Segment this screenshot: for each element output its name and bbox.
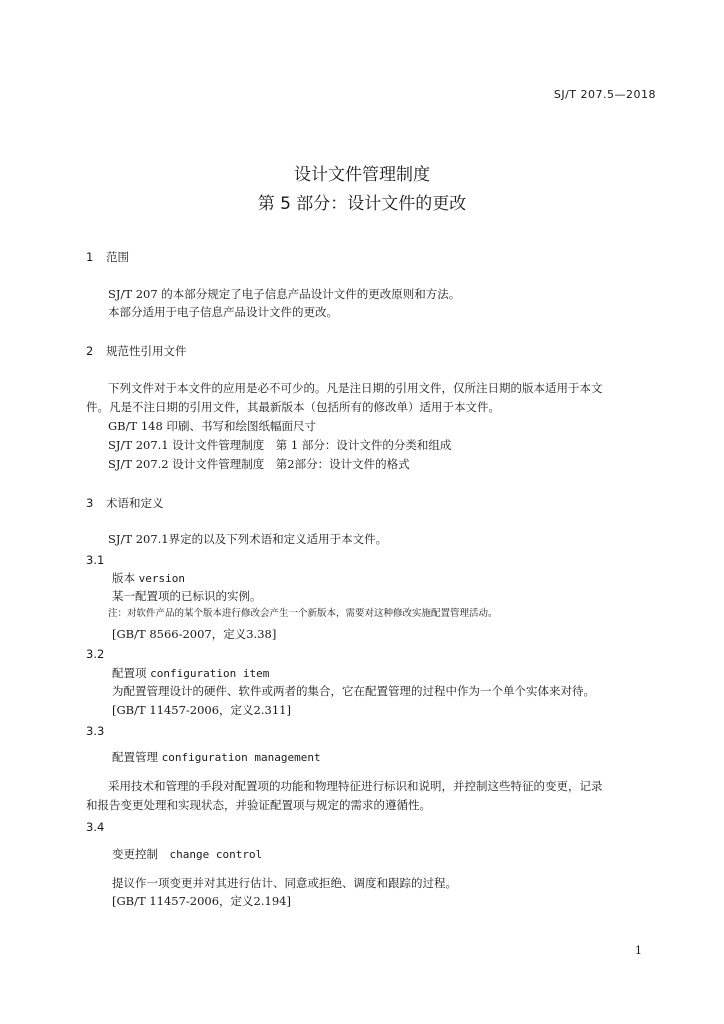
term-english: change control bbox=[169, 848, 263, 861]
paragraph: SJ/T 207.1界定的以及下列术语和定义适用于本文件。 bbox=[108, 532, 388, 546]
term-english: configuration management bbox=[161, 751, 321, 764]
section-title: 规范性引用文件 bbox=[106, 344, 187, 358]
term-source: [GB/T 11457-2006，定义2.311] bbox=[112, 703, 291, 717]
term-entry bbox=[112, 750, 321, 765]
document-subtitle: 第 5 部分：设计文件的更改 bbox=[257, 194, 467, 214]
term-source: [GB/T 11457-2006，定义2.194] bbox=[112, 894, 291, 908]
term-english: configuration item bbox=[150, 667, 270, 680]
term-number: 3.1 bbox=[86, 553, 105, 567]
reference-item: SJ/T 207.2 设计文件管理制度 第2部分：设计文件的格式 bbox=[108, 457, 410, 471]
term-number: 3.3 bbox=[86, 724, 105, 738]
term-name: 配置管理 bbox=[112, 750, 158, 764]
term-name: 版本 bbox=[112, 571, 135, 585]
term-definition: 采用技术和管理的手段对配置项的功能和物理特征进行标识和说明，并控制这些特征的变更，记录 bbox=[108, 779, 603, 793]
term-definition: 提议作一项变更并对其进行估计、同意或拒绝、调度和跟踪的过程。 bbox=[112, 876, 457, 890]
document-code: SJ/T 207.5—2018 bbox=[553, 88, 656, 101]
paragraph: 件。凡是不注日期的引用文件，其最新版本（包括所有的修改单）适用于本文件。 bbox=[86, 400, 500, 414]
section-title: 范围 bbox=[106, 250, 129, 264]
section-3-heading bbox=[86, 496, 164, 510]
reference-item: SJ/T 207.1 设计文件管理制度 第 1 部分：设计文件的分类和组成 bbox=[108, 438, 452, 452]
term-entry bbox=[112, 666, 269, 681]
term-name: 配置项 bbox=[112, 666, 147, 680]
section-title: 术语和定义 bbox=[106, 496, 164, 510]
section-number: 2 bbox=[86, 344, 94, 358]
term-number: 3.4 bbox=[86, 820, 105, 834]
section-1-heading bbox=[86, 250, 129, 264]
page-number: 1 bbox=[635, 944, 642, 957]
section-2-heading bbox=[86, 344, 187, 358]
term-note: 注：对软件产品的某个版本进行修改会产生一个新版本，需要对这种修改实施配置管理活动。 bbox=[108, 608, 498, 619]
section-number: 1 bbox=[86, 250, 94, 264]
paragraph: 本部分适用于电子信息产品设计文件的更改。 bbox=[108, 305, 338, 319]
paragraph: 下列文件对于本文件的应用是必不可少的。凡是注日期的引用文件，仅所注日期的版本适用于本文 bbox=[108, 381, 603, 395]
term-source: [GB/T 8566-2007，定义3.38] bbox=[112, 627, 277, 641]
term-name: 变更控制 bbox=[112, 847, 158, 861]
term-number: 3.2 bbox=[86, 647, 105, 661]
reference-item: GB/T 148 印刷、书写和绘图纸幅面尺寸 bbox=[108, 419, 316, 433]
term-definition: 某一配置项的已标识的实例。 bbox=[112, 589, 262, 603]
term-definition: 为配置管理设计的硬件、软件或两者的集合，它在配置管理的过程中作为一个单个实体来对待。 bbox=[112, 684, 595, 698]
term-english: version bbox=[138, 572, 186, 585]
section-number: 3 bbox=[86, 496, 94, 510]
term-definition: 和报告变更处理和实现状态，并验证配置项与规定的需求的遵循性。 bbox=[86, 798, 431, 812]
term-entry bbox=[112, 847, 262, 862]
paragraph: SJ/T 207 的本部分规定了电子信息产品设计文件的更改原则和方法。 bbox=[108, 287, 461, 301]
document-title: 设计文件管理制度 bbox=[294, 165, 430, 185]
term-entry bbox=[112, 571, 185, 586]
